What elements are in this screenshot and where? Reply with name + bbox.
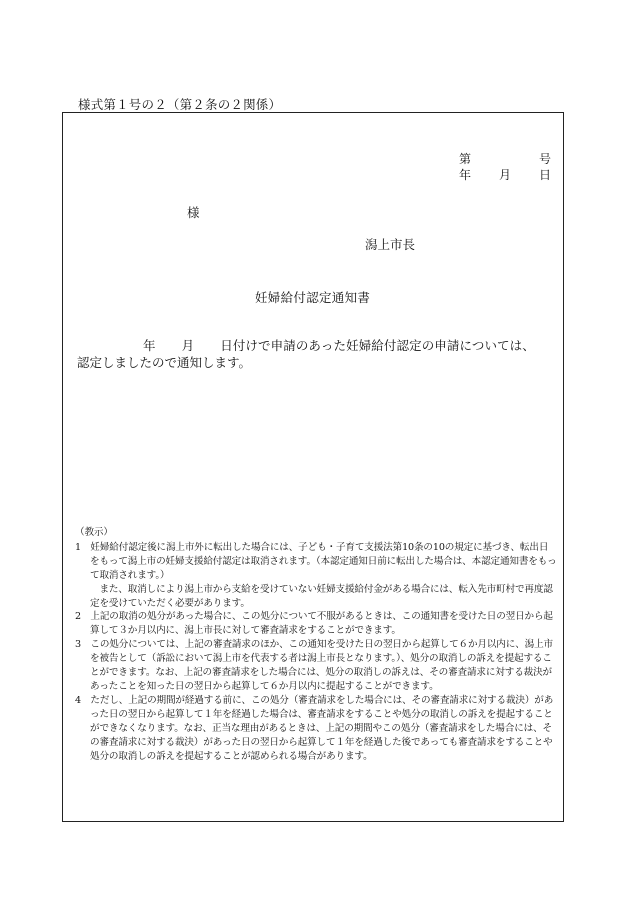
appeal-instructions xyxy=(75,526,557,763)
notice-body-line-2: 認定しましたので通知します。 xyxy=(77,355,252,370)
instruction-item-4 xyxy=(75,694,557,764)
instruction-item-1 xyxy=(75,541,557,583)
instruction-text: この処分については、上記の審査請求のほか、この通知を受けた日の翌日から起算して６か月以内に、潟上市を被告として（訴訟において潟上市を代表する者は潟上市長となります。）、処分の取消しの訴えを提起することができます。なお、上記の審査請求をした場合には、処分の取消しの訴えは、その審査請求に対する裁決があったことを知った日の翌日から起算して６か月以内に提起することができます。 xyxy=(90,639,553,692)
document-frame xyxy=(62,112,564,822)
issue-date-line xyxy=(459,166,551,183)
instruction-number: 1 xyxy=(75,541,81,553)
form-number-label: 様式第１号の２（第２条の２関係） xyxy=(78,97,282,112)
instruction-number: 2 xyxy=(75,611,81,623)
instruction-text: 妊婦給付認定後に潟上市外に転出した場合には、子ども・子育て支援法第10条の10の規定に基づき、転出日をもって潟上市の妊婦支援給付認定は取消されます。（本認定通知日前に転出した場合は、本認定通知書をもって取消されます。） xyxy=(90,541,557,581)
document-title: 妊婦給付認定通知書 xyxy=(255,290,371,305)
number-prefix: 第 xyxy=(459,152,472,166)
instruction-number: 4 xyxy=(75,694,81,706)
notice-body xyxy=(77,337,559,371)
instruction-item-3 xyxy=(75,638,557,694)
instructions-heading: （教示） xyxy=(75,527,113,538)
day-label: 日 xyxy=(538,168,551,182)
instruction-text: ただし、上記の期間が経過する前に、この処分（審査請求をした場合には、その審査請求に対する裁決）があった日の翌日から起算して１年を経過した場合は、審査請求をすることや処分の取消しの訴えを提起することができなくなります。なお、正当な理由があるときは、上記の期間やこの処分（審査請求をした場合には、その審査請求に対する裁決）があった日の翌日から起算して１年を経過した後であっても審査請求をすることや処分の取消しの訴えを提起することが認められる場合があります。 xyxy=(90,694,554,762)
notice-body-line-1 xyxy=(77,337,559,354)
instruction-item-2 xyxy=(75,610,557,638)
year-label: 年 xyxy=(459,168,472,182)
instruction-text: 上記の取消の処分があった場合に、この処分について不服があるときは、この通知書を受けた日の翌日から起算して３か月以内に、潟上市長に対して審査請求をすることができます。 xyxy=(90,611,553,637)
instruction-number: 3 xyxy=(75,639,81,651)
document-number-line xyxy=(459,150,551,167)
body-line-1-text: 日付けで申請のあった妊婦給付認定の申請については、 xyxy=(220,338,535,353)
issuer-name: 潟上市長 xyxy=(365,237,416,252)
instruction-item-1-continued xyxy=(75,583,557,611)
instruction-text: また、取消しにより潟上市から支給を受けていない妊婦支援給付金がある場合には、転入先市町村で再度認定を受けていただく必要があります。 xyxy=(90,583,553,609)
addressee: 様 xyxy=(187,205,200,220)
number-suffix: 号 xyxy=(538,152,551,166)
month-label: 月 xyxy=(498,168,511,182)
body-year-label: 年 xyxy=(143,338,156,353)
body-month-label: 月 xyxy=(181,338,195,353)
